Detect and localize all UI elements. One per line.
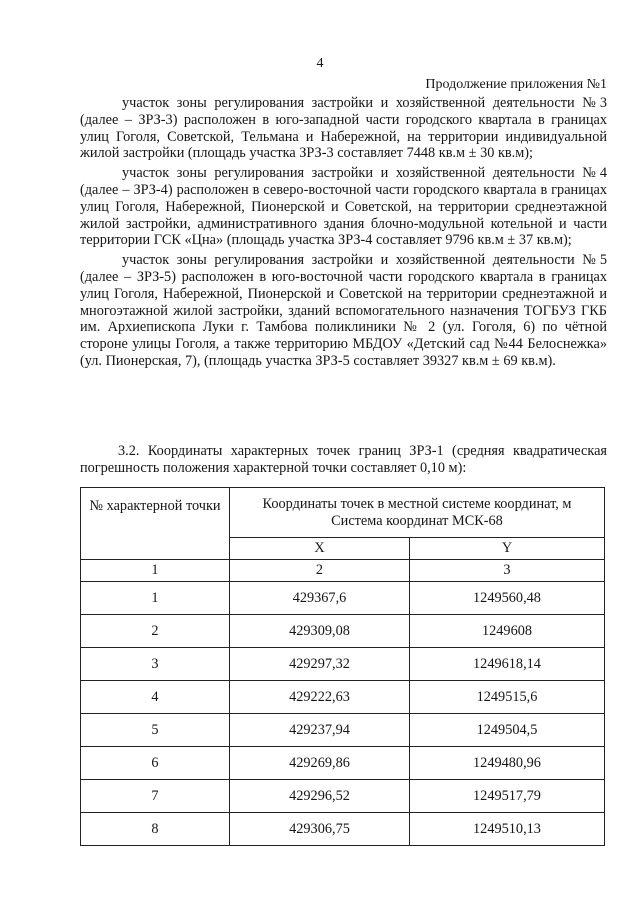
column-number-2: 2 [230, 560, 410, 582]
table-row [81, 813, 605, 846]
cell-x: 429237,94 [230, 714, 410, 747]
column-number-3: 3 [410, 560, 605, 582]
cell-x: 429296,52 [230, 780, 410, 813]
cell-point: 1 [81, 582, 230, 615]
header-point-number: № характерной точки [81, 488, 230, 560]
cell-point: 2 [81, 615, 230, 648]
table-row [81, 681, 605, 714]
paragraph-zrz-5: участок зоны регулирования застройки и хозяйственной деятельности №5 (далее – ЗРЗ-5) расположен в юго-восточной части городского квартала в границах улиц Гоголя, Набережной, Пионерской и Советской на территории среднеэтажной и многоэтажной жилой застройки, зданий вспомогательного назначения ТОГБУЗ ГКБ им. Архиепископа Луки г. Тамбова поликлиники № 2 (ул. Гоголя, 6) по чётной стороне улицы Гоголя, а также территорию МБДОУ «Детский сад №44 Белоснежка» (ул. Пионерская, 7), (площадь участка ЗРЗ-5 составляет 39327 кв.м ± 69 кв.м). [80, 252, 607, 369]
cell-point: 4 [81, 681, 230, 714]
column-number-1: 1 [81, 560, 230, 582]
cell-x: 429306,75 [230, 813, 410, 846]
cell-x: 429309,08 [230, 615, 410, 648]
cell-y: 1249618,14 [410, 648, 605, 681]
cell-x: 429269,86 [230, 747, 410, 780]
table-row [81, 615, 605, 648]
cell-y: 1249608 [410, 615, 605, 648]
page-number: 4 [316, 56, 324, 71]
cell-x: 429222,63 [230, 681, 410, 714]
header-coordinate-system [230, 488, 605, 538]
cell-point: 3 [81, 648, 230, 681]
table-row [81, 714, 605, 747]
header-coords-line2: Система координат МСК-68 [331, 512, 503, 529]
appendix-continuation-label: Продолжение приложения №1 [425, 77, 607, 92]
cell-y: 1249517,79 [410, 780, 605, 813]
cell-point: 8 [81, 813, 230, 846]
coordinates-table [80, 487, 605, 846]
cell-y: 1249480,96 [410, 747, 605, 780]
table-row [81, 582, 605, 615]
table-row [81, 648, 605, 681]
header-y: Y [410, 538, 605, 560]
cell-point: 5 [81, 714, 230, 747]
cell-x: 429297,32 [230, 648, 410, 681]
table-row [81, 780, 605, 813]
section-3-2-heading: 3.2. Координаты характерных точек границ ЗРЗ-1 (средняя квадратическая погрешность положения характерной точки составляет 0,10 м): [80, 443, 607, 476]
cell-point: 6 [81, 747, 230, 780]
table-row [81, 747, 605, 780]
cell-y: 1249504,5 [410, 714, 605, 747]
paragraph-zrz-4: участок зоны регулирования застройки и хозяйственной деятельности №4 (далее – ЗРЗ-4) расположен в северо-восточной части городского квартала в границах улиц Гоголя, Набережной, Пионерской и Советской, на территории среднеэтажной жилой застройки, административного здания блочно-модульной котельной и части территории ГСК «Цна» (площадь участка ЗРЗ-4 составляет 9796 кв.м ± 37 кв.м); [80, 165, 607, 249]
cell-y: 1249515,6 [410, 681, 605, 714]
cell-y: 1249510,13 [410, 813, 605, 846]
header-x: X [230, 538, 410, 560]
cell-y: 1249560,48 [410, 582, 605, 615]
zone-descriptions [80, 95, 607, 373]
paragraph-zrz-3: участок зоны регулирования застройки и хозяйственной деятельности №3 (далее – ЗРЗ-3) расположен в юго-западной части городского квартала в границах улиц Гоголя, Советской, Тельмана и Набережной, на территории индивидуальной жилой застройки (площадь участка ЗРЗ-3 составляет 7448 кв.м ± 30 кв.м); [80, 95, 607, 162]
header-coords-line1: Координаты точек в местной системе координат, м [262, 496, 572, 512]
cell-point: 7 [81, 780, 230, 813]
cell-x: 429367,6 [230, 582, 410, 615]
